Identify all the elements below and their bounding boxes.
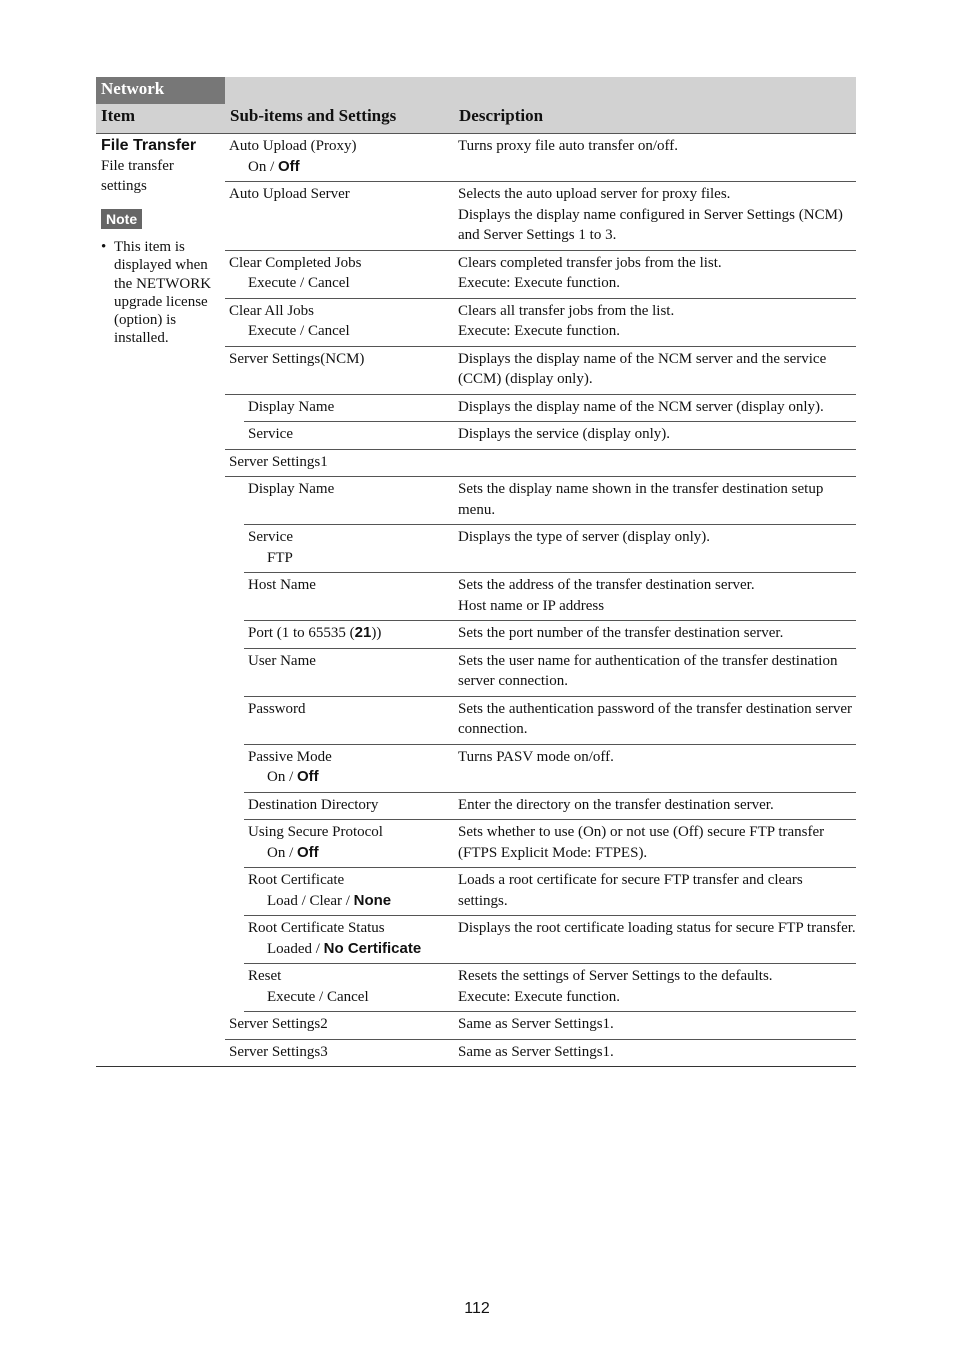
sub-item-name: Server Settings1 bbox=[229, 453, 328, 470]
sub-item-options bbox=[248, 767, 454, 788]
description-cell bbox=[454, 573, 856, 620]
option-default: None bbox=[353, 891, 392, 909]
option-values: Loaded / bbox=[267, 940, 324, 957]
description-cell bbox=[454, 299, 856, 346]
sub-item-options: Execute / Cancel bbox=[267, 988, 369, 1005]
description-cell bbox=[454, 964, 856, 1011]
table-row bbox=[244, 477, 856, 525]
sub-item-cell bbox=[225, 1040, 454, 1067]
note-text: This item is displayed when the NETWORK upgrade license (option) is installed. bbox=[114, 239, 212, 347]
sub-item-cell bbox=[244, 964, 454, 1011]
text-line: Clears completed transfer jobs from the list. bbox=[458, 254, 722, 271]
sub-item-name: Server Settings(NCM) bbox=[229, 350, 365, 367]
description-line bbox=[458, 184, 856, 246]
option-default: Off bbox=[297, 843, 319, 861]
text-line: Host name or IP address bbox=[458, 597, 605, 614]
table-row bbox=[244, 916, 856, 964]
sub-item-options bbox=[248, 939, 454, 960]
sub-item-cell bbox=[244, 395, 454, 422]
table-row bbox=[225, 450, 856, 478]
sub-item-cell bbox=[225, 182, 454, 250]
table-row bbox=[225, 1012, 856, 1040]
table-body bbox=[96, 134, 856, 1067]
text-line: Execute: Execute function. bbox=[458, 988, 621, 1005]
table-row bbox=[244, 525, 856, 573]
text-line: Execute: Execute function. bbox=[458, 275, 621, 291]
sub-item-cell bbox=[244, 525, 454, 572]
description-cell: Enter the directory on the transfer destination server. bbox=[458, 796, 774, 813]
option-values: Load / Clear / bbox=[267, 892, 354, 909]
text-line: Resets the settings of Server Settings to the defaults. bbox=[458, 968, 773, 984]
sub-item-name: Server Settings2 bbox=[229, 1016, 328, 1032]
sub-item-cell bbox=[225, 450, 454, 477]
description-cell: Sets the user name for authentication of the transfer destination server connection. bbox=[458, 652, 838, 689]
sub-item-name: Auto Upload (Proxy) bbox=[229, 138, 357, 154]
sub-item-cell bbox=[244, 477, 454, 524]
sub-item-name: Password bbox=[248, 700, 306, 717]
sub-item-options bbox=[248, 891, 454, 912]
port-default: 21 bbox=[354, 624, 372, 641]
sub-item-name: Host Name bbox=[248, 577, 316, 593]
table-row bbox=[244, 820, 856, 868]
option-values: On / bbox=[248, 158, 278, 175]
item-column bbox=[96, 134, 225, 1066]
sub-item-name: Destination Directory bbox=[248, 796, 379, 813]
sub-item-cell bbox=[244, 916, 454, 963]
description-cell: Same as Server Settings1. bbox=[458, 1043, 614, 1060]
sub-item-options bbox=[248, 843, 454, 864]
description-cell: Displays the root certificate loading status for secure FTP transfer. bbox=[458, 920, 856, 936]
sub-item-name: Auto Upload Server bbox=[229, 186, 350, 202]
table-row bbox=[225, 182, 856, 251]
sub-item-cell bbox=[225, 299, 454, 346]
option-default: Off bbox=[278, 157, 300, 175]
sub-item-name: Reset bbox=[248, 968, 282, 984]
text-line: Displays the display name configured in Server Settings (NCM) and Server Settings 1 to 3. bbox=[458, 206, 843, 243]
table-row bbox=[244, 745, 856, 793]
table-row bbox=[225, 347, 856, 395]
header-description: Description bbox=[459, 106, 544, 125]
sub-item-name: Using Secure Protocol bbox=[248, 824, 383, 840]
sub-item-cell bbox=[225, 251, 454, 298]
text-line: Execute: Execute function. bbox=[458, 323, 621, 339]
table-row bbox=[225, 251, 856, 299]
sub-item-name: Passive Mode bbox=[248, 748, 332, 765]
description-cell: Turns proxy file auto transfer on/off. bbox=[458, 138, 678, 154]
description-cell: Sets the display name shown in the transfer destination setup menu. bbox=[458, 481, 824, 518]
sub-item-cell bbox=[225, 347, 454, 394]
description-cell: Displays the service (display only). bbox=[458, 426, 671, 442]
sub-item-options: Execute / Cancel bbox=[248, 275, 350, 291]
sub-item-name: Service bbox=[248, 426, 293, 442]
sub-item-cell bbox=[244, 422, 454, 449]
description-cell: Sets the authentication password of the transfer destination server connection. bbox=[458, 700, 853, 737]
description-cell bbox=[454, 450, 856, 477]
table-row bbox=[244, 621, 856, 649]
sub-item-cell bbox=[244, 868, 454, 915]
option-default: No Certificate bbox=[323, 939, 422, 957]
sub-item-cell bbox=[244, 745, 454, 792]
sub-item-cell bbox=[225, 134, 454, 181]
option-values: On / bbox=[267, 844, 297, 861]
settings-table bbox=[96, 77, 856, 1067]
port-label-end: )) bbox=[371, 625, 382, 641]
item-subtitle: File transfer settings bbox=[101, 158, 174, 194]
description-cell: Loads a root certificate for secure FTP transfer and clears settings. bbox=[458, 872, 803, 909]
sub-item-name: Service bbox=[248, 529, 293, 545]
table-row bbox=[244, 573, 856, 621]
table-row bbox=[244, 793, 856, 821]
sub-item-name: Server Settings3 bbox=[229, 1043, 328, 1060]
description-cell: Displays the display name of the NCM server and the service (CCM) (display only). bbox=[458, 350, 827, 387]
description-cell: Displays the display name of the NCM server (display only). bbox=[458, 398, 824, 415]
sub-item-name: Display Name bbox=[248, 398, 335, 415]
rows-column bbox=[225, 134, 856, 1066]
sub-item-name bbox=[248, 623, 454, 644]
section-tab-network: Network bbox=[96, 77, 225, 104]
table-row bbox=[244, 649, 856, 697]
sub-item-name: Display Name bbox=[248, 481, 335, 497]
sub-item-options: FTP bbox=[267, 549, 293, 566]
description-cell: Sets whether to use (On) or not use (Off) secure FTP transfer (FTPS Explicit Mode: FTPES). bbox=[458, 824, 825, 861]
port-label: Port (1 to 65535 ( bbox=[248, 625, 355, 641]
text-line: Selects the auto upload server for proxy files. bbox=[458, 186, 731, 202]
sub-item-cell bbox=[244, 573, 454, 620]
description-cell: Turns PASV mode on/off. bbox=[458, 748, 614, 765]
sub-item-name: Clear Completed Jobs bbox=[229, 254, 362, 271]
description-cell bbox=[454, 251, 856, 298]
sub-item-name: User Name bbox=[248, 652, 316, 669]
table-row bbox=[244, 964, 856, 1012]
table-row bbox=[225, 299, 856, 347]
sub-item-options bbox=[229, 157, 454, 178]
sub-item-cell bbox=[244, 820, 454, 867]
sub-item-cell bbox=[244, 793, 454, 820]
table-header bbox=[96, 104, 856, 134]
text-line: Clears all transfer jobs from the list. bbox=[458, 302, 675, 319]
sub-item-cell bbox=[244, 621, 454, 648]
description-cell: Displays the type of server (display only). bbox=[458, 529, 711, 545]
sub-item-name: Root Certificate Status bbox=[248, 920, 385, 936]
section-tab-row bbox=[96, 77, 856, 104]
option-values: On / bbox=[267, 769, 297, 785]
option-default: Off bbox=[297, 768, 319, 785]
sub-item-name: Clear All Jobs bbox=[229, 302, 314, 319]
header-sub-items: Sub-items and Settings bbox=[230, 106, 397, 125]
table-row bbox=[225, 422, 856, 450]
sub-item-cell bbox=[244, 697, 454, 744]
note-bullet: • bbox=[101, 239, 107, 255]
note-badge: Note bbox=[101, 209, 142, 229]
table-row bbox=[225, 1040, 856, 1067]
table-row bbox=[225, 134, 856, 182]
sub-item-options: Execute / Cancel bbox=[248, 323, 350, 339]
header-band bbox=[225, 77, 856, 104]
table-row bbox=[244, 395, 856, 423]
table-row bbox=[244, 868, 856, 916]
text-line: Sets the address of the transfer destination server. bbox=[458, 577, 755, 593]
description-cell bbox=[454, 182, 856, 250]
item-title: File Transfer bbox=[101, 137, 197, 154]
page-number: 112 bbox=[464, 1300, 490, 1317]
table-row bbox=[244, 697, 856, 745]
description-cell: Same as Server Settings1. bbox=[458, 1016, 614, 1032]
sub-item-name: Root Certificate bbox=[248, 872, 345, 888]
note-list bbox=[101, 238, 220, 348]
description-cell: Sets the port number of the transfer destination server. bbox=[458, 625, 784, 641]
sub-item-cell bbox=[225, 1012, 454, 1039]
header-item: Item bbox=[101, 106, 135, 125]
sub-item-cell bbox=[244, 649, 454, 696]
